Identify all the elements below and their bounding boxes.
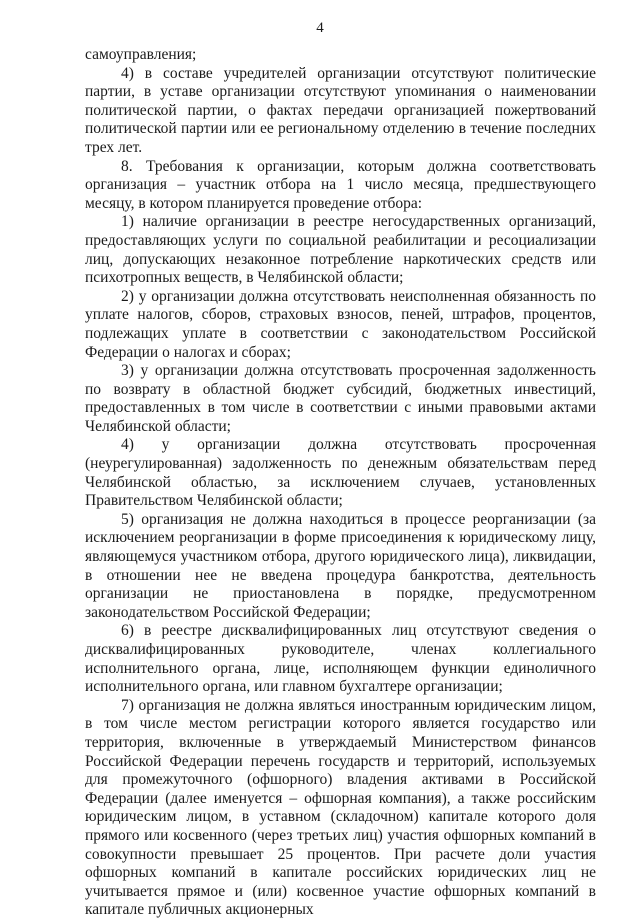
- document-body: [85, 46, 596, 920]
- paragraph-requirement-2: 2) у организации должна отсутствовать неисполненная обязанность по уплате налогов, сборов, страховых взносов, пеней, штрафов, процентов, подлежащих уплате в соответствии с законодательством Российской Федерации о налогах и сборах;: [85, 287, 596, 361]
- paragraph-item-4-founders: 4) в составе учредителей организации отсутствуют политические партии, в уставе организации отсутствуют упоминания о наименовании политической партии, о фактах передачи организацией пожертвований политической партии или ее региональному отделению в течение последних трех лет.: [85, 64, 596, 156]
- paragraph-continuation: самоуправления;: [85, 46, 197, 63]
- page-number: 4: [316, 20, 324, 36]
- paragraph-section-8-requirements: 8. Требования к организации, которым должна соответствовать организация – участник отбора на 1 число месяца, предшествующего месяцу, в котором планируется проведение отбора:: [85, 157, 596, 212]
- paragraph-requirement-3: 3) у организации должна отсутствовать просроченная задолженность по возврату в областной бюджет субсидий, бюджетных инвестиций, предоставленных в том числе в соответствии с иными правовыми актами Челябинской области;: [85, 362, 596, 435]
- paragraph-requirement-7: 7) организация не должна являться иностранным юридическим лицом, в том числе местом регистрации которого является государство или территория, включенные в утверждаемый Министерством финансов Российской Федерации перечень государств и территорий, используемых для промежуточного (офшорного) владения активами в Российской Федерации (далее именуется – офшорная компания), а также российским юридическим лицом, в уставном (складочном) капитале которого доля прямого или косвенного (через третьих лиц) участия офшорных компаний в совокупности превышает 25 процентов. При расчете доли участия офшорных компаний в капитале российских юридических лиц не учитывается прямое и (или) косвенное участие офшорных компаний в капитале публичных акционерных: [85, 696, 596, 919]
- paragraph-requirement-4: 4) у организации должна отсутствовать просроченная (неурегулированная) задолженность по денежным обязательствам перед Челябинской областью, за исключением случаев, установленных Правительством Челябинской области;: [85, 436, 596, 510]
- paragraph-requirement-6: 6) в реестре дисквалифицированных лиц отсутствуют сведения о дисквалифицированных руководителе, членах коллегиального исполнительного органа, лице, исполняющем функции единоличного исполнительного органа, или главном бухгалтере организации;: [85, 622, 596, 696]
- paragraph-requirement-1: 1) наличие организации в реестре негосударственных организаций, предоставляющих услуги по социальной реабилитации и ресоциализации лиц, допускающих незаконное потребление наркотических средств или психотропных веществ, в Челябинской области;: [85, 213, 596, 287]
- paragraph-requirement-5: 5) организация не должна находиться в процессе реорганизации (за исключением реорганизации в форме присоединения к юридическому лицу, являющемуся участником отбора, другого юридического лица), ликвидации, в отношении нее не введена процедура банкротства, деятельность организации не приостановлена в порядке, предусмотренном законодательством Российской Федерации;: [85, 510, 596, 621]
